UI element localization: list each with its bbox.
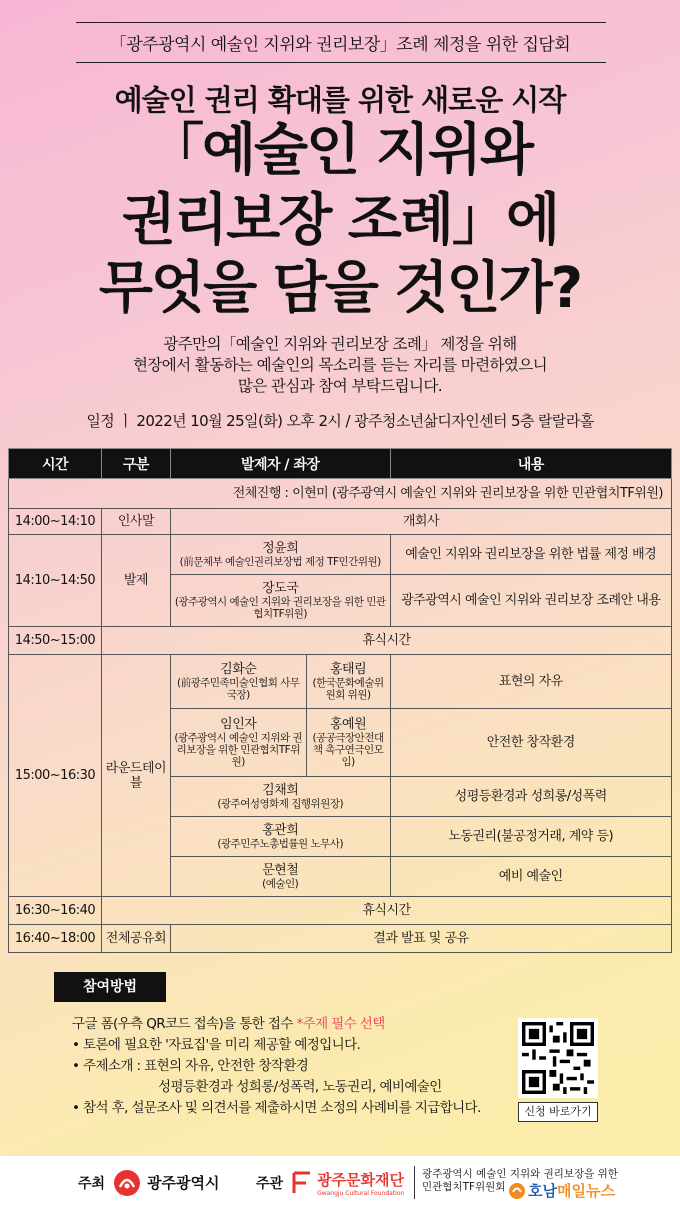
host-label: 주최 [78,1175,106,1192]
news-logo-icon [508,1182,526,1200]
speaker-affiliation: (광주광역시 예술인 지위와 권리보장을 위한 민관협치TF위원) [174,596,386,620]
speaker-cell [170,857,390,897]
speaker-cell [170,575,390,627]
organizer-english: Gwangju Cultural Foundation [317,1189,405,1197]
host-name: 광주광역시 [147,1174,220,1192]
news-watermark [508,1180,615,1201]
table-row [9,655,672,709]
time-cell: 16:40~18:00 [9,925,102,953]
footer-host [78,1169,220,1197]
speaker-name: 정윤희 [262,541,299,556]
speaker-name: 문현철 [262,863,299,878]
intro-line-2: 현장에서 활동하는 예술인의 목소리를 듣는 자리를 마련하였으니 [132,356,548,374]
lead-text: 예술인 권리 확대를 위한 새로운 시작 [114,83,566,117]
speaker-affiliation: (광주광역시 예술인 지위와 권리보장을 위한 민관협치TF위원) [174,732,303,768]
header-speaker: 발제자 / 좌장 [170,449,390,479]
speaker-name: 홍태림 [329,662,367,677]
content-cell: 예비 예술인 [390,857,672,897]
content-cell: 개회사 [170,509,671,535]
qr-code-icon [522,1022,594,1094]
intro-line-3: 많은 관심과 참여 부탁드립니다. [237,377,443,395]
speaker-name: 홍예원 [329,717,367,732]
kind-cell: 라운드테이블 [101,655,170,897]
header-kind: 구분 [101,449,170,479]
organizer-name: 광주문화재단 [317,1170,405,1189]
headline-line-1: 「예술인 지위와 [147,118,533,183]
content-cell: 결과 발표 및 공유 [170,925,671,953]
time-cell: 14:50~15:00 [9,627,102,655]
table-header-row [9,449,672,479]
speaker-name: 김채희 [262,783,299,798]
speaker-affiliation: (광주여성영화제 집행위원장) [217,798,344,810]
gwangju-logo-icon [113,1169,141,1197]
header-time: 시간 [9,449,102,479]
content-cell: 성평등환경과 성희롱/성폭력 [390,777,672,817]
top-rule [76,22,606,23]
tf-line-2: 민관협치TF위원회 [422,1181,506,1193]
speaker-name: 장도국 [262,581,299,596]
moderator-cell: 전체진행 : 이현미 (광주광역시 예술인 지위와 권리보장을 위한 민관협치TF위원) [9,479,672,509]
content-cell: 휴식시간 [101,897,671,925]
speaker-cell [170,817,390,857]
time-cell: 14:00~14:10 [9,509,102,535]
speaker-cell [306,655,390,709]
program-table [8,448,672,953]
content-cell: 예술인 지위와 권리보장을 위한 법률 제정 배경 [390,535,672,575]
schedule-text: 일정 ㅣ 2022년 10월 25일(화) 오후 2시 / 광주청소년삶디자인센터 5층 랄랄라홀 [86,412,594,430]
content-cell: 안전한 창작환경 [390,709,672,777]
required-note: *주제 필수 선택 [296,1016,385,1032]
speaker-name: 임인자 [220,717,257,732]
apply-line [72,1014,512,1035]
apply-text: 구글 폼(우측 QR코드 접속)을 통한 접수 [72,1016,293,1032]
content-cell: 광주광역시 예술인 지위와 권리보장 조례안 내용 [390,575,672,627]
organizer-block [317,1169,404,1197]
speaker-affiliation: (前광주민족미술인협회 사무국장) [177,677,300,701]
news-name-1: 호남 [528,1182,557,1200]
content-cell: 표현의 자유 [390,655,672,709]
time-cell: 15:00~16:30 [9,655,102,897]
header-content: 내용 [390,449,672,479]
footer-divider [414,1166,415,1199]
bullet-materials: • 토론에 필요한 '자료집'을 미리 제공할 예정입니다. [72,1037,361,1053]
speaker-cell [170,535,390,575]
speaker-affiliation: (예술인) [262,878,299,890]
speaker-affiliation: (한국문화예술위원회 위원) [312,677,384,701]
footer [0,1156,680,1209]
subtitle-rule [76,62,606,63]
table-row [9,509,672,535]
speaker-name: 홍관희 [262,823,299,838]
time-cell: 16:30~16:40 [9,897,102,925]
qr-apply-link[interactable]: 신청 바로가기 [518,1102,598,1122]
speaker-cell [170,777,390,817]
content-cell: 노동권리(불공정거래, 계약 등) [390,817,672,857]
bullet-topics-cont: 성평등환경과 성희롱/성폭력, 노동권리, 예비예술인 [158,1079,442,1095]
event-subtitle: 「광주광역시 예술인 지위와 권리보장」조례 제정을 위한 집담회 [109,35,571,55]
kind-cell: 발제 [101,535,170,627]
speaker-affiliation: (광주민주노총법률원 노무사) [217,838,344,850]
kind-cell: 인사말 [101,509,170,535]
table-row [9,535,672,575]
headline-line-2: 권리보장 조례」에 [121,188,559,253]
bullet-topics: • 주제소개 : 표현의 자유, 안전한 창작환경 [72,1058,309,1074]
organizer-label: 주관 [256,1175,284,1192]
speaker-affiliation: (공공극장안전대책 촉구연극인모임) [312,732,384,768]
speaker-cell [170,655,306,709]
kind-cell: 전체공유회 [101,925,170,953]
footer-organizer [256,1169,404,1197]
foundation-logo-icon [291,1169,313,1197]
time-cell: 14:10~14:50 [9,535,102,627]
participation-badge: 참여방법 [54,972,166,1002]
headline-line-3: 무엇을 담을 것인가? [98,256,582,321]
table-row [9,627,672,655]
speaker-cell [306,709,390,777]
content-cell: 휴식시간 [101,627,671,655]
tf-line-1: 광주광역시 예술인 지위와 권리보장을 위한 [422,1168,618,1180]
bullet-honorarium: • 참석 후, 설문조사 및 의견서를 제출하시면 소정의 사례비를 지급합니다. [72,1100,481,1116]
participation-info [72,1014,512,1119]
qr-code[interactable] [518,1018,598,1098]
speaker-affiliation: (前문체부 예술인권리보장법 제정 TF민간위원) [179,556,381,568]
news-name-2: 매일뉴스 [556,1182,615,1200]
intro-text [0,334,680,397]
speaker-name: 김화순 [220,662,257,677]
intro-line-1: 광주만의「예술인 지위와 권리보장 조례」 제정을 위해 [163,335,517,353]
table-row [9,479,672,509]
table-row [9,897,672,925]
speaker-cell [170,709,306,777]
table-row [9,925,672,953]
